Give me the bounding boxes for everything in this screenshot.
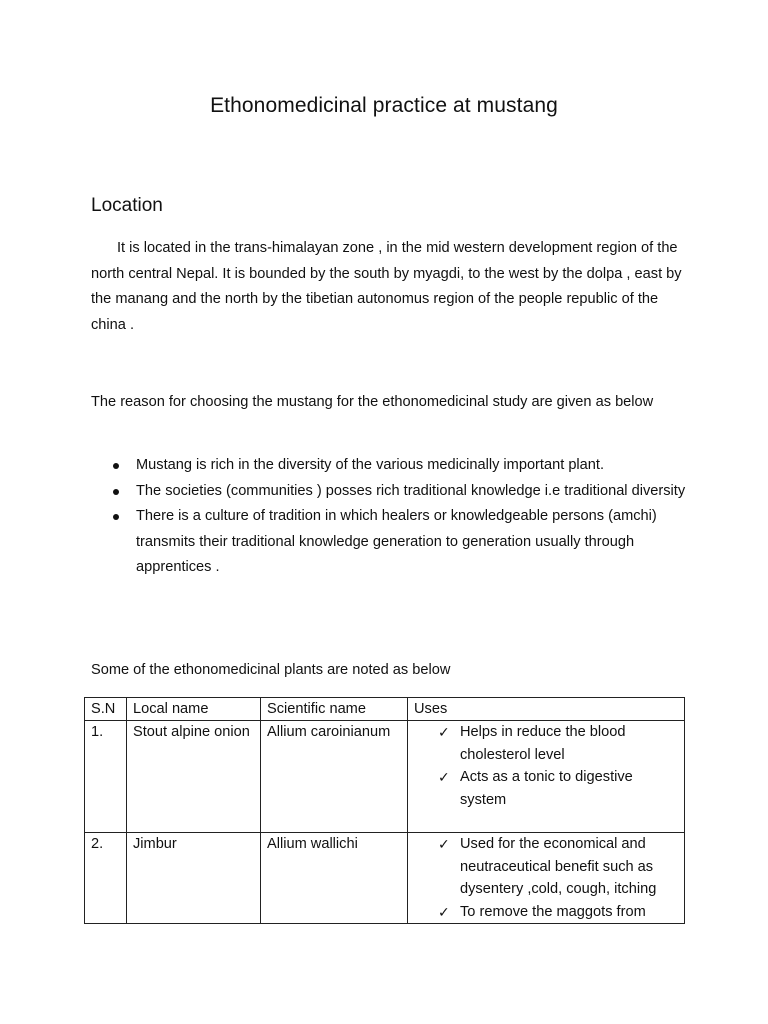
plants-table (84, 697, 685, 924)
header-local-name: Local name (127, 698, 261, 721)
reason-item (91, 479, 691, 505)
use-item (436, 833, 678, 900)
reason-item (91, 504, 691, 581)
use-text: Acts as a tonic to digestive system (460, 769, 633, 808)
cell-uses (408, 833, 685, 924)
checkmark-icon: ✓ (438, 836, 450, 853)
header-scientific-name: Scientific name (261, 698, 408, 721)
reason-text: There is a culture of tradition in which healers or knowledgeable persons (amchi) transmits their traditional knowledge generation to generation usually through apprentices . (136, 508, 657, 575)
uses-list (414, 721, 678, 811)
cell-scientific-name: Allium caroinianum (261, 721, 408, 833)
uses-list (414, 833, 678, 923)
reasons-list (91, 453, 691, 581)
use-text: To remove the maggots from (460, 903, 646, 920)
reason-paragraph: The reason for choosing the mustang for the ethonomedicinal study are given as below (91, 394, 654, 410)
use-text: Helps in reduce the blood cholesterol level (460, 724, 626, 763)
header-sn: S.N (85, 698, 127, 721)
table-row (85, 833, 685, 924)
cell-uses (408, 721, 685, 833)
checkmark-icon: ✓ (438, 769, 450, 786)
reason-text: The societies (communities ) posses rich traditional knowledge i.e traditional diversity (136, 482, 686, 499)
location-paragraph-text: It is located in the trans-himalayan zone , in the mid western development region of the north central Nepal. It is bounded by the south by myagdi, to the west by the dolpa , east by the manang and the north by the tibetian autonomus region of the people republic of the china . (91, 240, 682, 333)
use-item (436, 766, 678, 811)
reason-item (91, 453, 691, 479)
checkmark-icon: ✓ (438, 903, 450, 920)
use-item (436, 901, 678, 923)
cell-sn: 2. (85, 833, 127, 924)
bullet-icon (113, 514, 119, 520)
location-paragraph (91, 236, 691, 338)
checkmark-icon: ✓ (438, 724, 450, 741)
cell-scientific-name: Allium wallichi (261, 833, 408, 924)
cell-sn: 1. (85, 721, 127, 833)
table-row (85, 721, 685, 833)
use-item (436, 721, 678, 766)
cell-local-name: Jimbur (127, 833, 261, 924)
use-text: Used for the economical and neutraceutical benefit such as dysentery ,cold, cough, itching (460, 836, 657, 898)
cell-local-name: Stout alpine onion (127, 721, 261, 833)
table-header-row (85, 698, 685, 721)
reason-text: Mustang is rich in the diversity of the various medicinally important plant. (136, 457, 605, 473)
bullet-icon (113, 463, 119, 469)
header-uses: Uses (408, 698, 685, 721)
plants-intro: Some of the ethonomedicinal plants are noted as below (91, 662, 451, 678)
bullet-icon (113, 489, 119, 495)
location-heading: Location (91, 195, 163, 216)
document-title: Ethonomedicinal practice at mustang (210, 94, 558, 117)
